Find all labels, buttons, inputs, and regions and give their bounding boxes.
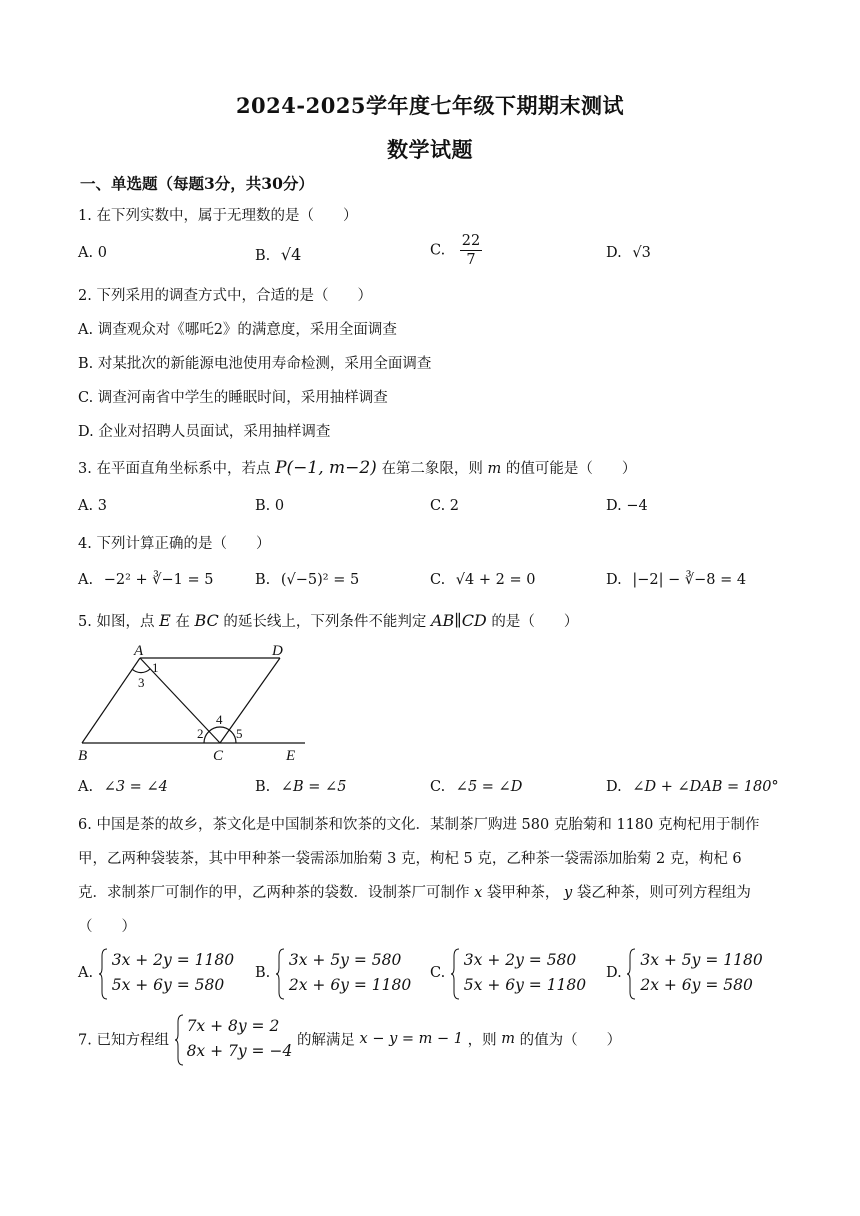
q3-point: P(−1, m−2) bbox=[275, 458, 377, 478]
q5-stem-prefix: 5. 如图，点 bbox=[78, 614, 155, 630]
q5-option-c-math: ∠5 = ∠D bbox=[455, 779, 523, 795]
q3-option-c: C. 2 bbox=[430, 498, 460, 514]
q2-option-d: D. 企业对招聘人员面试，采用抽样调查 bbox=[78, 424, 331, 440]
brace-icon bbox=[450, 948, 460, 1000]
label-e: E bbox=[286, 748, 296, 764]
q1-option-d-label: D. bbox=[606, 245, 622, 261]
q7-system bbox=[174, 1014, 293, 1064]
q4-option-b-math: (√−5)² = 5 bbox=[280, 572, 360, 588]
q6-option-d-label: D. bbox=[606, 965, 622, 981]
q5-option-b-label: B. bbox=[255, 779, 271, 795]
q3-option-a: A. 3 bbox=[78, 498, 107, 514]
q7-condition: x − y = m − 1 bbox=[359, 1031, 463, 1047]
question-6-stem bbox=[78, 808, 788, 944]
q5-option-b bbox=[255, 779, 346, 795]
label-b: B bbox=[78, 748, 88, 764]
q5-option-a-label: A. bbox=[78, 779, 94, 795]
q6-option-c bbox=[430, 948, 586, 998]
q3-stem-mid: 在第二象限，则 bbox=[381, 461, 483, 477]
q6-option-b-eq1: 3x + 5y = 580 bbox=[288, 951, 402, 969]
angle-arc-a bbox=[132, 669, 150, 673]
q6-line-3-prefix: 克．求制茶厂可制作的甲，乙两种茶的袋数．设制茶厂可制作 bbox=[78, 885, 470, 901]
q1-option-c-label: C. bbox=[430, 242, 446, 259]
angle-label-2: 2 bbox=[197, 726, 204, 741]
q6-line-3-mid: 袋甲种茶， bbox=[486, 885, 560, 901]
q5-option-d-math: ∠D + ∠DAB = 180° bbox=[632, 779, 779, 795]
q6-option-b-label: B. bbox=[255, 965, 271, 981]
section-heading: 一、单选题（每题3分，共30分） bbox=[80, 174, 314, 193]
brace-icon bbox=[174, 1014, 184, 1066]
q5-parallel: AB∥CD bbox=[430, 611, 487, 630]
q5-stem-suffix: 的是（ ） bbox=[491, 614, 579, 630]
label-c: C bbox=[213, 748, 224, 764]
q6-option-a-eq2: 5x + 6y = 580 bbox=[111, 976, 225, 994]
q6-line-3 bbox=[78, 876, 788, 910]
exam-subtitle: 数学试题 bbox=[387, 137, 473, 162]
q7-stem-prefix: 7. 已知方程组 bbox=[78, 1032, 169, 1049]
q5-option-d bbox=[606, 779, 779, 795]
q1-option-c bbox=[430, 232, 482, 269]
exam-title: 2024-2025学年度七年级下期期末测试 bbox=[235, 93, 625, 118]
label-a: A bbox=[134, 643, 144, 659]
q1-option-d bbox=[606, 245, 651, 261]
label-d: D bbox=[272, 643, 283, 659]
q3-option-d: D. −4 bbox=[606, 498, 648, 514]
angle-label-4: 4 bbox=[216, 712, 223, 727]
question-4-stem: 4. 下列计算正确的是（ ） bbox=[78, 536, 271, 552]
q7-var: m bbox=[501, 1031, 515, 1047]
q4-option-a-math: −2² + ∛−1 = 5 bbox=[103, 572, 214, 588]
q6-option-b bbox=[255, 948, 411, 998]
q7-stem-suffix: 的值为（ ） bbox=[519, 1032, 622, 1049]
q5-option-a bbox=[78, 779, 168, 795]
angle-label-1: 1 bbox=[152, 660, 159, 675]
q6-option-a-system bbox=[98, 948, 234, 998]
q6-option-d-eq2: 2x + 6y = 580 bbox=[640, 976, 753, 994]
q6-option-d bbox=[606, 948, 763, 998]
q5-stem-mid1: 在 bbox=[175, 614, 190, 630]
q1-option-c-fraction bbox=[460, 232, 482, 269]
q6-option-c-eq1: 3x + 2y = 580 bbox=[463, 951, 577, 969]
q1-option-c-denominator: 7 bbox=[466, 252, 476, 268]
q5-option-c bbox=[430, 779, 522, 795]
q5-point-e: E bbox=[159, 611, 171, 630]
q4-option-d bbox=[606, 572, 746, 588]
q6-option-c-system bbox=[450, 948, 586, 998]
q6-option-d-system bbox=[626, 948, 762, 998]
q6-option-d-eq1: 3x + 5y = 1180 bbox=[640, 951, 763, 969]
q7-eq1: 7x + 8y = 2 bbox=[186, 1017, 280, 1035]
q7-stem-mid: 的解满足 bbox=[296, 1032, 355, 1049]
q3-var: m bbox=[487, 461, 502, 477]
q6-var-x: x bbox=[474, 885, 483, 901]
q6-option-a-eq1: 3x + 2y = 1180 bbox=[111, 951, 235, 969]
q4-option-c-math: √4 + 2 = 0 bbox=[455, 572, 536, 588]
q3-option-b: B. 0 bbox=[255, 498, 285, 514]
q5-figure bbox=[70, 638, 320, 764]
q6-option-a-label: A. bbox=[78, 965, 94, 981]
q4-option-c-label: C. bbox=[430, 572, 446, 588]
q6-option-a bbox=[78, 948, 234, 998]
q6-line-4: （ ） bbox=[78, 919, 136, 935]
q4-option-d-label: D. bbox=[606, 572, 622, 588]
q5-option-b-math: ∠B = ∠5 bbox=[280, 779, 347, 795]
question-5-stem bbox=[78, 610, 578, 631]
q4-option-b bbox=[255, 572, 359, 588]
q3-stem-prefix: 3. 在平面直角坐标系中，若点 bbox=[78, 461, 271, 477]
q7-stem-mid2: ，则 bbox=[467, 1032, 497, 1049]
q1-option-d-math: √3 bbox=[632, 245, 651, 261]
brace-icon bbox=[275, 948, 285, 1000]
question-1-stem: 1. 在下列实数中，属于无理数的是（ ） bbox=[78, 208, 358, 224]
question-2-stem: 2. 下列采用的调查方式中，合适的是（ ） bbox=[78, 288, 372, 304]
q6-option-b-eq2: 2x + 6y = 1180 bbox=[288, 976, 412, 994]
brace-icon bbox=[626, 948, 636, 1000]
q1-option-b bbox=[255, 245, 301, 264]
q5-option-c-label: C. bbox=[430, 779, 446, 795]
q6-option-b-system bbox=[275, 948, 411, 998]
angle-label-3: 3 bbox=[138, 675, 145, 690]
q5-stem-mid2: 的延长线上，下列条件不能判定 bbox=[223, 614, 427, 630]
q7-eq2: 8x + 7y = −4 bbox=[186, 1042, 293, 1060]
q4-option-c bbox=[430, 572, 535, 588]
q6-option-c-label: C. bbox=[430, 965, 446, 981]
question-3-stem bbox=[78, 457, 636, 478]
q3-stem-suffix: 的值可能是（ ） bbox=[505, 461, 637, 477]
q5-segment-bc: BC bbox=[194, 611, 219, 630]
angle-arc-c bbox=[204, 727, 236, 743]
q6-line-3-suffix: 袋乙种茶，则可列方程组为 bbox=[576, 885, 751, 901]
q5-option-a-math: ∠3 = ∠4 bbox=[103, 779, 168, 795]
q5-option-d-label: D. bbox=[606, 779, 622, 795]
q6-var-y: y bbox=[564, 885, 573, 901]
angle-label-5: 5 bbox=[236, 726, 243, 741]
q1-option-a: A. 0 bbox=[78, 245, 107, 261]
q4-option-d-math: |−2| − ∛−8 = 4 bbox=[632, 572, 747, 588]
q1-option-b-label: B. bbox=[255, 248, 271, 264]
q4-option-a bbox=[78, 572, 213, 588]
line-ab bbox=[82, 658, 140, 743]
q2-option-c: C. 调查河南省中学生的睡眠时间，采用抽样调查 bbox=[78, 390, 388, 406]
q1-option-b-math: √4 bbox=[280, 245, 302, 264]
q4-option-a-label: A. bbox=[78, 572, 94, 588]
q1-option-c-numerator: 22 bbox=[461, 233, 481, 249]
q6-line-1: 6. 中国是茶的故乡，茶文化是中国制茶和饮茶的文化．某制茶厂购进 580 克胎菊和 1180 克枸杞用于制作 bbox=[78, 817, 760, 833]
q2-option-a: A. 调查观众对《哪吒2》的满意度，采用全面调查 bbox=[78, 322, 397, 338]
q6-option-c-eq2: 5x + 6y = 1180 bbox=[463, 976, 587, 994]
q4-option-b-label: B. bbox=[255, 572, 271, 588]
q6-line-2: 甲，乙两种袋装茶，其中甲种茶一袋需添加胎菊 3 克，枸杞 5 克，乙种茶一袋需添加胎菊 2 克，枸杞 6 bbox=[78, 851, 742, 867]
question-7-stem bbox=[78, 1014, 621, 1064]
brace-icon bbox=[98, 948, 108, 1000]
q2-option-b: B. 对某批次的新能源电池使用寿命检测，采用全面调查 bbox=[78, 356, 432, 372]
